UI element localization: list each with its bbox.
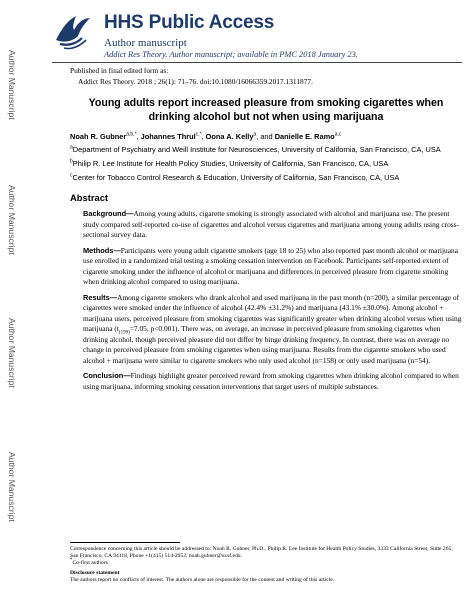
hhs-eagle-logo-icon bbox=[52, 10, 94, 52]
co-first-note: *Co-first authors bbox=[70, 558, 108, 567]
footnote-rule bbox=[70, 542, 180, 543]
author-manuscript-heading: Author manuscript bbox=[104, 37, 187, 49]
header-rule bbox=[52, 62, 462, 63]
journal-availability-line: Addict Res Theory. Author manuscript; available in PMC 2018 January 23. bbox=[104, 50, 358, 59]
correspondence-note: Correspondence concerning this article should be addressed to: Noah R. Gubner, Ph.D., Philip R. Lee Institute for Health Policy Studies, 3333 California Street, Suite 265, San Francisco, CA 94118, Phone +1(415) 514-2952, noah.gubner@ucsf.edu. bbox=[70, 546, 453, 560]
author-name: Danielle E. Ramo bbox=[274, 132, 335, 141]
sidebar-label: Author Manuscript bbox=[7, 318, 17, 388]
disclosure-text: The authors report no conflicts of interest. The authors alone are responsible for the content and writing of this article. bbox=[70, 576, 335, 583]
published-in-block bbox=[70, 66, 313, 87]
hhs-title: HHS Public Access bbox=[104, 12, 275, 33]
sidebar-label: Author Manuscript bbox=[7, 50, 17, 120]
affiliation: $^b$Philip R. Lee Institute for Health Policy Studies, University of California, San Francisco, CA, USA bbox=[70, 158, 389, 168]
citation: Addict Res Theory. 2018 ; 26(1): 71–76. doi:10.1080/16066359.2017.1311877. bbox=[78, 76, 313, 86]
article-title: Young adults report increased pleasure from smoking cigarettes when drinking alcohol but not when using marijuana bbox=[88, 97, 444, 123]
author-name: Noah R. Gubner bbox=[70, 132, 127, 141]
abstract-methods: Methods—Participants were young adult cigarette smokers (age 18 to 25) who also reported past month alcohol or marijuana use enrolled in a randomized trial testing a smoking cessation intervention on Facebook. Participants self-reported extent of cigarette smoking under the influence of alcohol or marijuana and differences in perceived pleasure from cigarette smoking when drinking alcohol compared to using marijuana. bbox=[83, 245, 458, 286]
author-name: Oona A. Kelly bbox=[205, 132, 254, 141]
abstract-results: Results—Among cigarette smokers who drank alcohol and used marijuana in the past month (n=200), a similar percentage of cigarettes were smoked under the influence of alcohol (42.4% ±31.2%) and marijuana (43.1% ±30.0%). Among alcohol + marijuana users, perceived pleasure from smoking cigarettes was significantly greater when drinking alcohol versus when using marijuana ($t_{(199)}=7.05$, p<0.001). There was, on average, an increase in perceived pleasure from smoking cigarettes when drinking alcohol, though perceived pleasure did not differ by binge drinking frequency. In contrast, there was on average no change in perceived pleasure from smoking cigarettes when using marijuana. Results from the cigarette smokers who used alcohol + marijuana were similar to cigarette smokers who only used alcohol (n=158) or only used marijuana (n=54). bbox=[83, 292, 462, 365]
sidebar-label: Author Manuscript bbox=[7, 452, 17, 522]
footnotes bbox=[70, 546, 462, 584]
sidebar-label: Author Manuscript bbox=[7, 185, 17, 255]
author-name: Johannes Thrul bbox=[140, 132, 196, 141]
abstract-background: Background—Among young adults, cigarette smoking is strongly associated with alcohol and marijuana use. The present study compared self-reported co-use of cigarettes and alcohol versus cigarettes and marijuana among young adults using cross-sectional survey data. bbox=[83, 209, 459, 239]
article-body bbox=[70, 96, 462, 397]
affiliation: $^c$Center for Tobacco Control Research & Education, University of California, San Francisco, CA, USA bbox=[70, 172, 400, 182]
abstract-conclusion: Conclusion—Findings highlight greater perceived reward from smoking cigarettes when drinking alcohol compared to when using marijuana, informing smoking cessation interventions that target users of multiple substances. bbox=[83, 371, 459, 391]
disclosure-heading: Disclosure statement bbox=[70, 569, 120, 576]
published-in-label: Published in final edited form as: bbox=[70, 66, 169, 75]
author-manuscript-sidebar bbox=[0, 0, 24, 613]
affiliation: $^a$Department of Psychiatry and Weill Institute for Neurosciences, University of California, San Francisco, CA, USA bbox=[70, 144, 441, 154]
author-list: Noah R. Gubner$^{a,b,*}$, Johannes Thrul$^{c,*}$, Oona A. Kelly$^a$, and Danielle E. Ramo$^{a,c}$ bbox=[70, 131, 342, 141]
hhs-header bbox=[52, 10, 462, 60]
abstract-heading: Abstract bbox=[70, 192, 109, 203]
